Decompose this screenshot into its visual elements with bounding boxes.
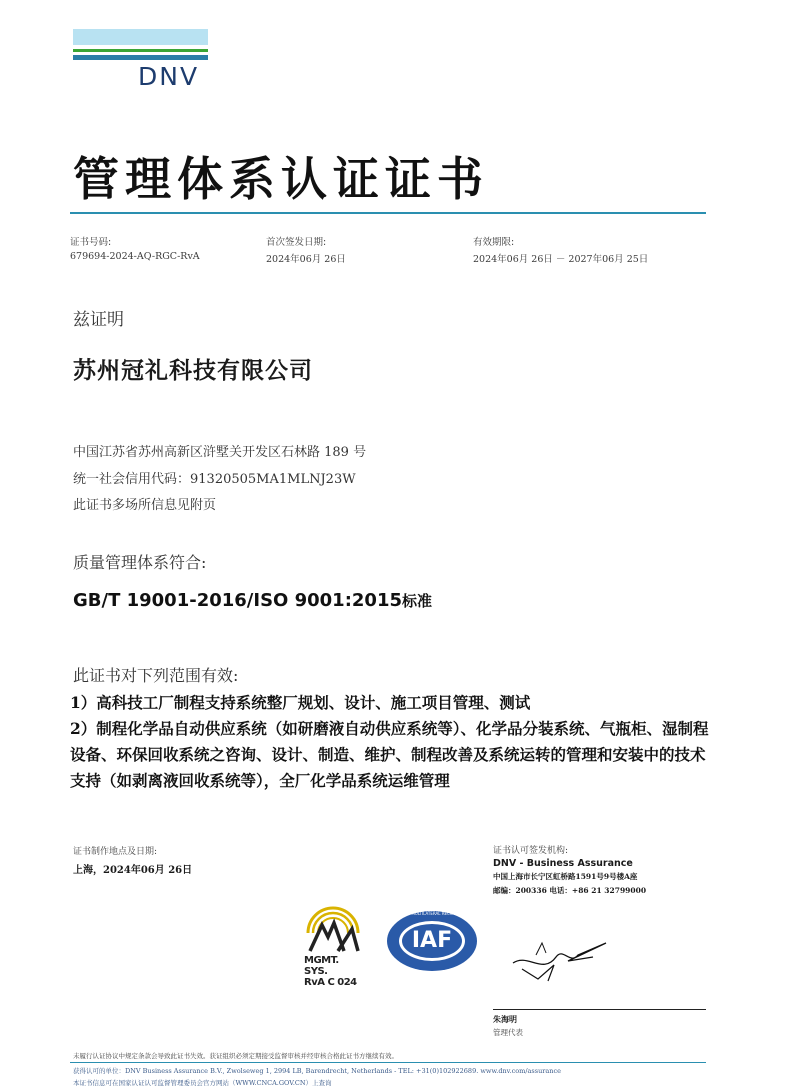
rva-accreditation-mark bbox=[304, 903, 362, 988]
accreditation-body: DNV - Business Assurance bbox=[493, 858, 633, 869]
validity-label: 有效期限: bbox=[473, 237, 515, 248]
signature-line bbox=[493, 1009, 706, 1010]
iaf-mark bbox=[386, 910, 503, 972]
credit-code: 统一社会信用代码：91320505MA1MLNJ23W bbox=[73, 472, 356, 487]
company-name: 苏州冠礼科技有限公司 bbox=[73, 357, 313, 384]
rva-logo-icon bbox=[304, 903, 362, 953]
iaf-ring-text: MEMBER OF MULTILATERAL RECOGNITION ARRANGEMENT bbox=[386, 911, 503, 916]
company-address: 中国江苏省苏州高新区浒墅关开发区石林路 189 号 bbox=[73, 445, 367, 460]
accreditation-address: 中国上海市长宁区虹桥路1591号9号楼A座 bbox=[493, 872, 638, 881]
scope-list bbox=[70, 690, 720, 794]
dnv-logo-bar-light bbox=[73, 29, 208, 45]
standard bbox=[73, 590, 432, 611]
footer-cnca-note: 本证书信息可在国家认证认可监督管理委员会官方网站（WWW.CNCA.GOV.CN）上查询 bbox=[73, 1079, 332, 1087]
cert-number-label: 证书号码: bbox=[70, 237, 112, 248]
footer-divider bbox=[70, 1062, 706, 1063]
footer-accredited-unit: 获得认可的单位：DNV Business Assurance B.V., Zwolseweg 1, 2994 LB, Barendrecht, Netherlands - TEL: +31(0)102922689. www.dnv.com/assurance bbox=[73, 1067, 561, 1075]
signer-name: 朱海明 bbox=[493, 1014, 517, 1024]
title-divider bbox=[70, 212, 706, 214]
handwritten-signature bbox=[508, 935, 613, 985]
multi-site-note: 此证书多场所信息见附页 bbox=[73, 498, 217, 513]
first-issue-date: 2024年06月 26日 bbox=[266, 254, 346, 265]
dnv-logo-bar-green bbox=[73, 49, 208, 52]
hereby-certify: 兹证明 bbox=[73, 310, 124, 330]
accreditation-contact: 邮编：200336 电话：+86 21 32799000 bbox=[493, 886, 647, 895]
accreditation-label: 证书认可签发机构: bbox=[493, 846, 569, 856]
place-date: 上海，2024年06月 26日 bbox=[73, 865, 193, 876]
first-issue-label: 首次签发日期: bbox=[266, 237, 327, 248]
rva-mark-line2: RvA C 024 bbox=[304, 977, 357, 988]
dnv-logo-text: DNV bbox=[138, 62, 200, 91]
iaf-text: IAF bbox=[411, 928, 453, 953]
certificate-title: 管理体系认证证书 bbox=[73, 152, 489, 206]
cert-number: 679694-2024-AQ-RGC-RvA bbox=[70, 251, 200, 262]
dnv-logo-bar-teal bbox=[73, 55, 208, 60]
conformity-label: 质量管理体系符合: bbox=[73, 553, 207, 572]
rva-mark-line1: MGMT. SYS. bbox=[304, 955, 339, 977]
scope-item: 2）制程化学品自动供应系统（如研磨液自动供应系统等）、化学品分装系统、气瓶柜、湿制程设备、环保回收系统之咨询、设计、制造、维护、制程改善及系统运转的管理和安装中的技术支持（如剥离液回收系统等），全厂化学品系统运维管理 bbox=[70, 719, 709, 790]
place-date-label: 证书制作地点及日期: bbox=[73, 847, 158, 857]
scope-item: 1）高科技工厂制程支持系统整厂规划、设计、施工项目管理、测试 bbox=[70, 693, 531, 712]
standard-code: GB/T 19001-2016/ISO 9001:2015 bbox=[73, 590, 403, 611]
standard-suffix: 标准 bbox=[402, 592, 433, 610]
scope-intro: 此证书对下列范围有效: bbox=[73, 666, 239, 685]
signer-title: 管理代表 bbox=[493, 1028, 523, 1037]
validity-period: 2024年06月 26日 － 2027年06月 25日 bbox=[473, 254, 649, 265]
footer-validity-note: 未履行认证协议中规定条款会导致此证书失效。获证组织必须定期接受监督审核并经审核合格此证书方继续有效。 bbox=[73, 1052, 398, 1060]
